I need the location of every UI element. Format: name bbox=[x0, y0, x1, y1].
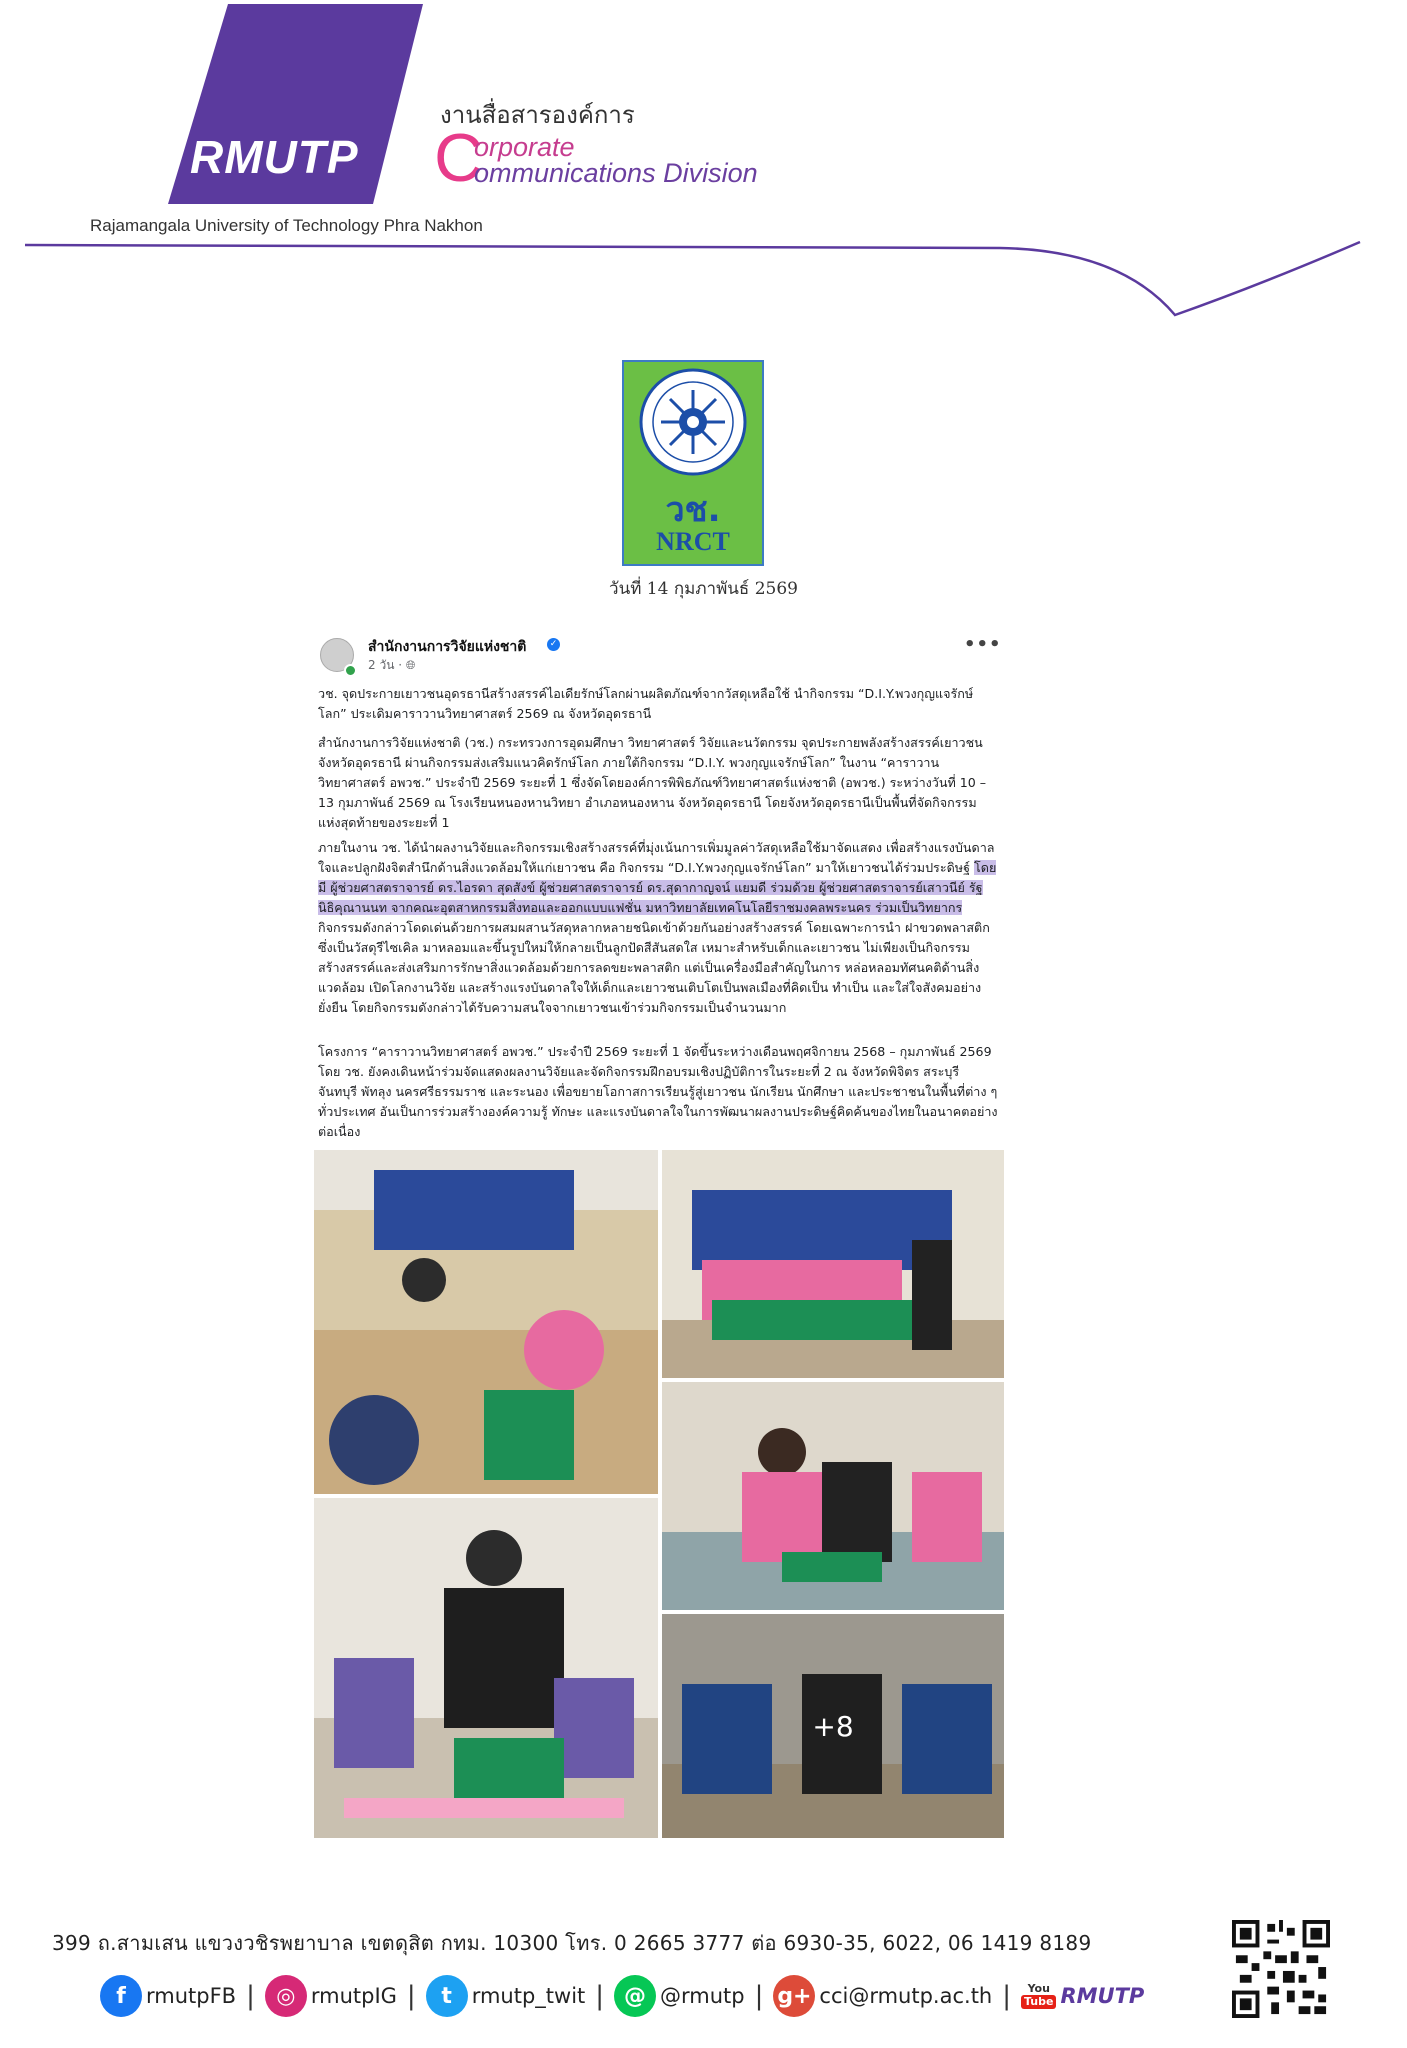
photo-3[interactable] bbox=[662, 1382, 1004, 1610]
online-status-dot bbox=[344, 664, 357, 677]
youtube-icon-bottom: Tube bbox=[1021, 1995, 1056, 2009]
post-timestamp[interactable] bbox=[368, 656, 415, 675]
line-handle[interactable]: @rmutp bbox=[660, 1984, 745, 2008]
youtube-icon bbox=[1021, 1983, 1056, 2009]
post-paragraph-1: วช. จุดประกายเยาวชนอุดรธานีสร้างสรรค์ไอเดียรักษ์โลกผ่านผลิตภัณฑ์จากวัสดุเหลือใช้ นำกิจกรรม “D.I.Y.พวงกุญแจรักษ์โลก” ประเดิมคาราวานวิทยาศาสตร์ 2569 ณ จังหวัดอุดรธานี bbox=[318, 686, 974, 721]
separator: | bbox=[1002, 1981, 1012, 2011]
instagram-icon: ◎ bbox=[265, 1975, 307, 2017]
youtube-channel[interactable]: RMUTP bbox=[1060, 1984, 1145, 2008]
division-english-line2: ommunications Division bbox=[474, 158, 758, 188]
separator: | bbox=[406, 1981, 416, 2011]
facebook-post bbox=[314, 630, 1004, 1838]
division-thai-name: งานสื่อสารองค์การ bbox=[440, 101, 635, 129]
photo-4[interactable] bbox=[314, 1498, 658, 1838]
verified-badge-icon: ✓ bbox=[547, 638, 560, 651]
post-author[interactable]: สำนักงานการวิจัยแห่งชาติ bbox=[368, 639, 527, 655]
university-name: Rajamangala University of Technology Phra Nakhon bbox=[90, 216, 483, 235]
twitter-handle[interactable]: rmutp_twit bbox=[471, 1984, 586, 2008]
post-paragraph-3 bbox=[318, 838, 998, 1018]
header-swoosh-line bbox=[0, 230, 1407, 320]
instagram-handle[interactable]: rmutpIG bbox=[310, 1984, 397, 2008]
photo-1[interactable] bbox=[314, 1150, 658, 1494]
youtube-icon-top: You bbox=[1027, 1982, 1050, 1995]
division-english-line1: orporate bbox=[474, 132, 575, 162]
footer-social-links bbox=[100, 1973, 1144, 2019]
nrct-thai-abbrev: วช. bbox=[665, 490, 721, 530]
paragraph-3-intro: ภายในงาน วช. ได้นำผลงานวิจัยและกิจกรรมเชิงสร้างสรรค์ที่มุ่งเน้นการเพิ่มมูลค่าวัสดุเหลือใช้มาจัดแสดง เพื่อสร้างแรงบันดาลใจและปลูกฝังจิตสำนึกด้านสิ่งแวดล้อมให้แก่เยาวชน คือ กิจกรรม “D.I.Y.พวงกุญแจรักษ์โลก” มาให้เยาวชนได้ร่วมประดิษฐ์ bbox=[318, 840, 995, 875]
letterhead bbox=[0, 0, 1407, 320]
photo-5[interactable] bbox=[662, 1614, 1004, 1838]
google-plus-icon: g+ bbox=[773, 1975, 815, 2017]
division-initial-c: C bbox=[434, 120, 484, 196]
paragraph-3-body: กิจกรรมดังกล่าวโดดเด่นด้วยการผสมผสานวัสดุหลากหลายชนิดเข้าด้วยกันอย่างสร้างสรรค์ โดยเฉพาะการนำ ฝาขวดพลาสติก ซึ่งเป็นวัสดุรีไซเคิล มาหลอมและขึ้นรูปใหม่ให้กลายเป็นลูกปัดสีสันสดใส เหมาะสำหรับเด็กและเยาวชน ไม่เพียงเป็นกิจกรรมสร้างสรรค์และส่งเสริมการรักษาสิ่งแวดล้อมด้วยการลดขยะพลาสติก แต่เป็นเครื่องมือสำคัญในการ หล่อหลอมทัศนคติด้านสิ่งแวดล้อม เปิดโลกงานวิจัย และสร้างแรงบันดาลใจให้เด็กและเยาวชนเติบโตเป็นพลเมืองที่คิดเป็น ทำเป็น และใส่ใจสังคมอย่างยั่งยืน โดยกิจกรรมดังกล่าวได้รับความสนใจจากเยาวชนเข้าร่วมกิจกรรมเป็นจำนวนมาก bbox=[318, 920, 990, 1015]
facebook-icon: f bbox=[100, 1975, 142, 2017]
separator: | bbox=[754, 1981, 764, 2011]
nrct-logo bbox=[622, 360, 764, 566]
post-paragraph-2: สำนักงานการวิจัยแห่งชาติ (วช.) กระทรวงการอุดมศึกษา วิทยาศาสตร์ วิจัยและนวัตกรรม จุดประกายพลังสร้างสรรค์เยาวชนจังหวัดอุดรธานี ผ่านกิจกรรมส่งเสริมแนวคิดรักษ์โลก ภายใต้กิจกรรม “D.I.Y. พวงกุญแจรักษ์โลก” ในงาน “คาราวานวิทยาศาสตร์ อพวช.” ประจำปี 2569 ระยะที่ 1 ซึ่งจัดโดยองค์การพิพิธภัณฑ์วิทยาศาสตร์แห่งชาติ (อพวช.) ระหว่างวันที่ 10 – 13 กุมภาพันธ์ 2569 ณ โรงเรียนหนองหานวิทยา อำเภอหนองหาน จังหวัดอุดรธานี โดยจังหวัดอุดรธานีเป็นพื้นที่จัดกิจกรรมแห่งสุดท้ายของระยะที่ 1 bbox=[318, 735, 987, 830]
nrct-emblem-icon bbox=[624, 362, 762, 482]
more-photos-overlay[interactable]: +8 bbox=[662, 1614, 1004, 1838]
facebook-handle[interactable]: rmutpFB bbox=[146, 1984, 237, 2008]
globe-icon: 🌐︎ bbox=[405, 658, 416, 672]
line-icon: @ bbox=[614, 1975, 656, 2017]
post-time: 2 วัน · bbox=[368, 658, 406, 672]
photo-2[interactable] bbox=[662, 1150, 1004, 1378]
more-options-icon[interactable]: ••• bbox=[964, 634, 1002, 655]
footer-address: 399 ถ.สามเสน แขวงวชิรพยาบาล เขตดุสิต กทม. 10300 โทร. 0 2665 3777 ต่อ 6930-35, 6022, 06 1419 8189 bbox=[52, 1931, 1092, 1955]
rmutp-logo-text: RMUTP bbox=[190, 131, 359, 183]
separator: | bbox=[595, 1981, 605, 2011]
qr-code-icon bbox=[1232, 1920, 1330, 2018]
post-paragraph-4: โครงการ “คาราวานวิทยาศาสตร์ อพวช.” ประจำปี 2569 ระยะที่ 1 จัดขึ้นระหว่างเดือนพฤศจิกายน 2568 – กุมภาพันธ์ 2569 โดย วช. ยังคงเดินหน้าร่วมจัดแสดงผลงานวิจัยและจัดกิจกรรมฝึกอบรมเชิงปฏิบัติการในระยะที่ 2 ณ จังหวัดพิจิตร สระบุรี จันทบุรี พัทลุง นครศรีธรรมราช และระนอง เพื่อขยายโอกาสการเรียนรู้สู่เยาวชน นักเรียน นักศึกษา และประชาชนในพื้นที่ต่าง ๆ ทั่วประเทศ อันเป็นการร่วมสร้างองค์ความรู้ ทักษะ และแรงบันดาลใจในการพัฒนาผลงานประดิษฐ์คิดค้นของไทยในอนาคตอย่างต่อเนื่อง bbox=[318, 1044, 998, 1139]
nrct-english-abbrev: NRCT bbox=[656, 527, 730, 556]
separator: | bbox=[246, 1981, 255, 2011]
date-line: วันที่ 14 กุมภาพันธ์ 2569 bbox=[609, 579, 798, 599]
twitter-icon: t bbox=[426, 1975, 468, 2017]
highlighted-speakers: โดยมี ผู้ช่วยศาสตราจารย์ ดร.ไอรดา สุดสังข์ ผู้ช่วยศาสตราจารย์ ดร.สุดากาญจน์ แยมดี ร่วมด้วย ผู้ช่วยศาสตราจารย์เสาวนีย์ รัฐนิธิคุณานนท จากคณะอุตสาหกรรมสิ่งทอและออกแบบแฟชั่น มหาวิทยาลัยเทคโนโลยีราชมงคลพระนคร ร่วมเป็นวิทยากร bbox=[318, 860, 997, 915]
email-address[interactable]: cci@rmutp.ac.th bbox=[819, 1984, 993, 2008]
